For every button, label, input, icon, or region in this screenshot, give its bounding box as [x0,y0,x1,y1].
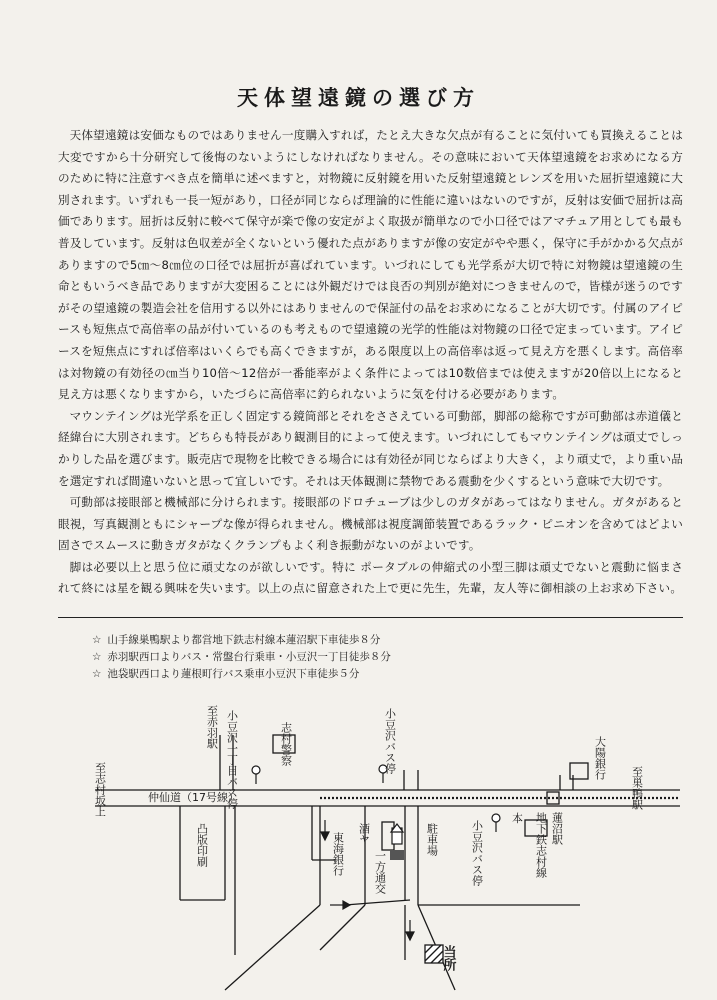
paragraph-tripod: 脚は必要以上と思う位に頑丈なのが欲しいです。特に ポータブルの伸縮式の小型三脚は頑丈でないと震動に悩まされて終には星を観る興味を失います。以上の点に留意された上で更に先生，先輩，友人等に御相談の上お求め下さい。 [58,559,683,596]
star-icon: ☆ [92,651,102,663]
label-to-shimura-sakaue: 至志村坂上 [93,762,107,817]
star-icon: ☆ [92,634,102,646]
label-toppan: 凸版印刷 [195,823,209,867]
label-daiyo-bank: 大陽銀行 [593,736,607,780]
route-text: 山手線巣鴨駅より都営地下鉄志村線本蓮沼駅下車徒歩８分 [107,634,381,646]
label-azusawa-bus-south: 小豆沢バス停 [470,820,484,886]
bus-stop-icon [492,814,500,822]
label-hasunuma-station: 蓮沼駅 [550,812,564,845]
star-icon: ☆ [92,668,102,680]
label-to-akabane: 至赤羽駅 [205,705,219,749]
label-hon: 本 [512,812,523,825]
route-text: 池袋駅西口より蓮根町行バス乗車小豆沢下車徒歩５分 [107,668,360,680]
label-azusawa-bus-north: 小豆沢バス停 [383,708,397,774]
label-shimura-police: 志村警察 [279,722,293,766]
bus-stop-icon [252,766,260,774]
paragraph-mounting: マウンテイングは光学系を正しく固定する鏡筒部とそれをささえている可動部，脚部の総称ですが可動部は赤道儀と経緯台に大別されます。どちらも特長があり観測目的によって使えます。いづれにしてもマウンテイングは頑丈でしっかりした品を選びます。販売店で現物を比較できる場合には有効径が同じならばより大きく，より頑丈で，より重い品を選定すれば間違いないと思って宜しいです。それは天体観測に禁物である震動を少くするという意味で大切です。 [58,408,683,488]
paragraph-intro: 天体望遠鏡は安価なものではありません一度購入すれば，たとえ大きな欠点が有ることに気付いても買換えることは大変ですから十分研究して後悔のないようにしなければなりません。その意味において天体望遠鏡をお求めになる方のために特に注意すべき点を簡単に述べますと，対物鏡に反射鏡を用いた反射望遠鏡とレンズを用いた屈折望遠鏡に大別されます。いずれも一長一短があり，口径が同じならば理論的に性能に違いはないのですが，反射は安価で屈折は高価であります。屈折は反射に較べて保守が楽で像の安定がよく取扱が簡単なので小口径ではアマチュア用としても最も普及しています。反射は色収差が全くないという優れた点がありますが像の安定がやや悪く，保守に手がかかる欠点がありますので5㎝～8㎝位の口径では屈折が喜ばれています。いづれにしても光学系が大切で特に対物鏡は望遠鏡の生命ともいうべき品でありますが大変困ることには外観だけでは良否の判別が絶対につきませんので，皆様が迷うのですがその望遠鏡の製造会社を信用する以外にはありませんので保証付の品をお求めになることが大切です。付属のアイピースも短焦点で高倍率の品が付いているのも考えもので望遠鏡の光学的性能は対物鏡の口径で定まっています。アイピースを短焦点にすれば倍率はいくらでも高くできますが，ある限度以上の高倍率は返って見え方を悪くします。高倍率は対物鏡の有効径の㎝当り10倍～12倍が一番能率がよく条件によっては10数倍までは使えますが20倍以上になると見え方は悪くなりますから，いたづらに高倍率に釣られないように気を付ける必要があります。 [58,128,683,402]
label-to-sugamo: 至巣鴨駅 [630,766,644,810]
label-tokai-bank: 東海銀行 [331,832,345,876]
label-one-way: 一方通交 [373,850,387,894]
label-parking: 駐車場 [425,823,439,856]
page-title: 天体望遠鏡の選び方 [237,86,480,110]
label-nakasendo: 仲仙道（17号線） [148,791,239,804]
label-sakaya: 酒ヤ [357,823,371,845]
label-subway: 地下鉄志村線 [534,812,548,878]
label-here: 当所 [440,945,456,971]
paragraph-movable: 可動部は接眼部と機械部に分けられます。接眼部のドロチューブは少しのガタがあってはなりません。ガタがあると眼視，写真観測ともにシャープな像が得られません。機械部は視度調節装置であるラック・ピニオンを含めてはどよい固さでスムースに動きガタがなくクランプもよく利き振動がないのがよいです。 [58,495,683,553]
label-azusawa-1chome-bus: 小豆沢一丁目バス停 [225,710,239,809]
route-text: 赤羽駅西口よりバス・常盤台行乗車・小豆沢一丁目徒歩８分 [107,651,391,663]
